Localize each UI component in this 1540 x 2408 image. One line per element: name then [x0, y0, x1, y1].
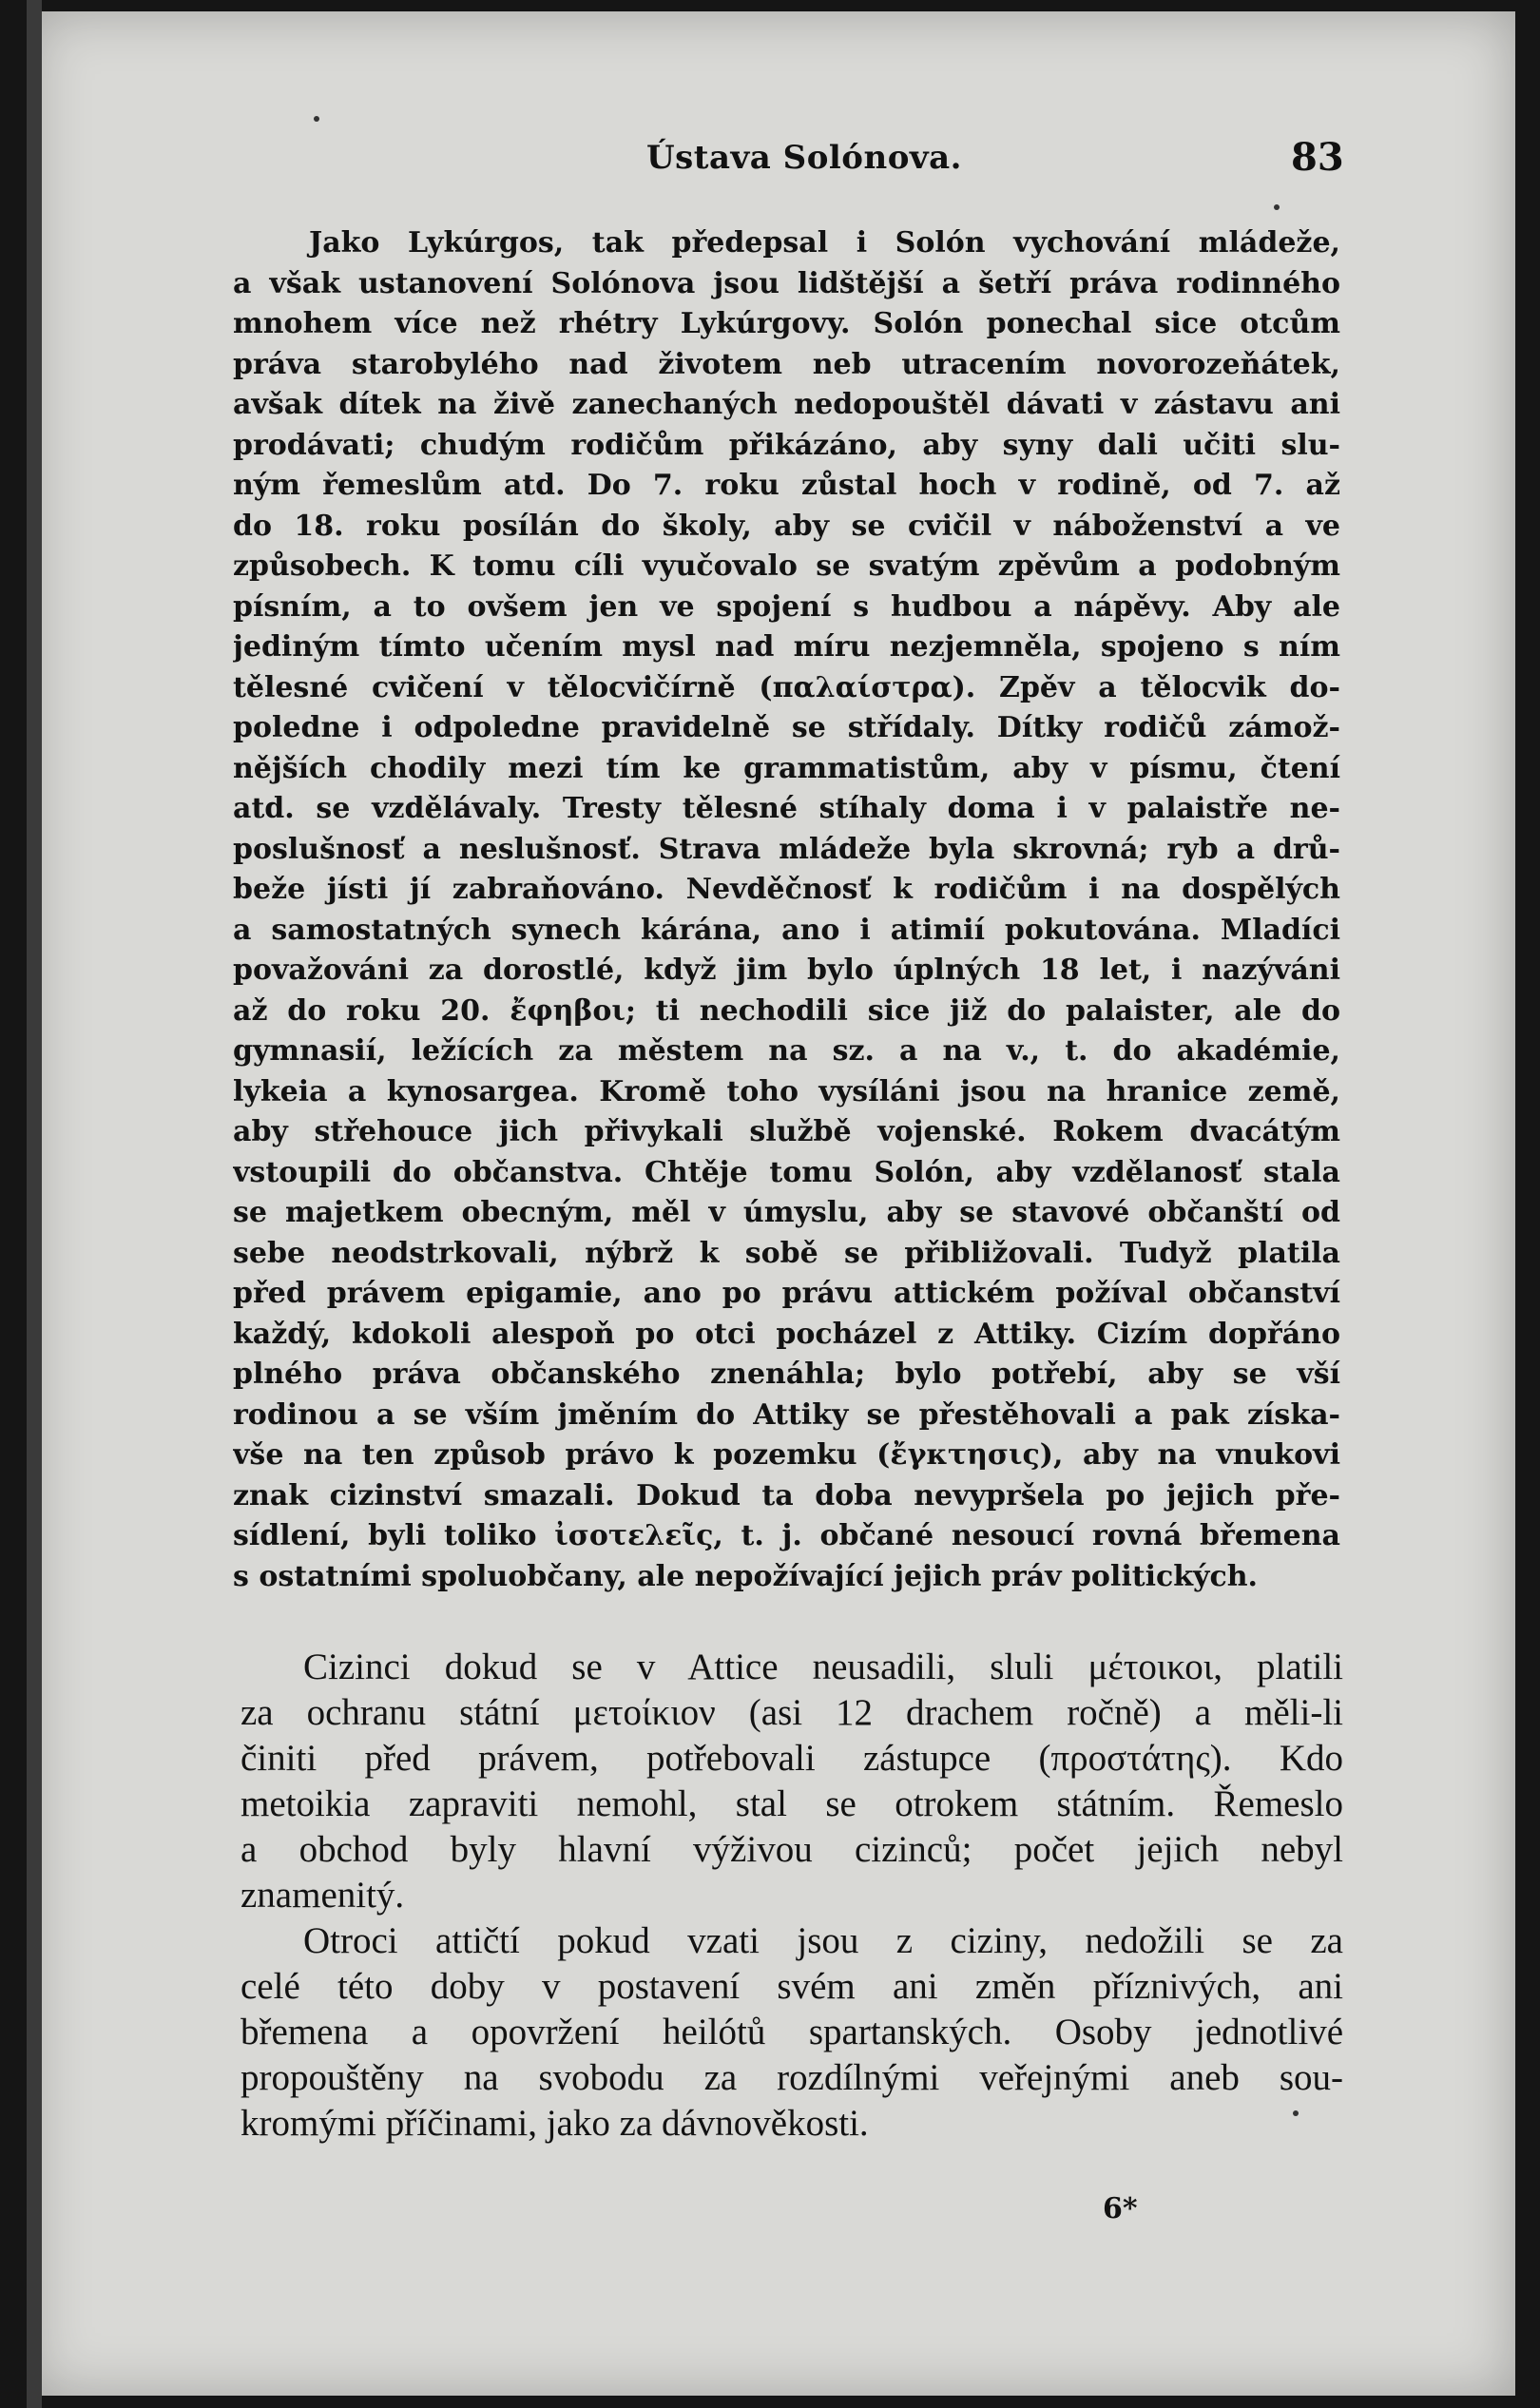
text-line: propouštěny na svobodu za rozdílnými veřejnými aneb sou- [241, 2057, 1343, 2098]
text-line: rodinou a se vším jměním do Attiky se přestěhovali a pak získa- [233, 1397, 1340, 1432]
text-line: před právem epigamie, ano po právu attickém požíval občanství [233, 1277, 1340, 1310]
text-line: ným řemeslům atd. Do 7. roku zůstal hoch v rodině, od 7. až [233, 469, 1340, 502]
text-line: do 18. roku posílán do školy, aby se cvičil v náboženství a ve [233, 509, 1340, 543]
text-line: a však ustanovení Solónova jsou lidštější a šetří práva rodinného [233, 266, 1340, 300]
text-line: písním, a to ovšem jen ve spojení s hudbou a nápěvy. Aby ale [233, 589, 1340, 624]
text-line: břemena a opovržení heilótů spartanských. Osoby jednotlivé [241, 2012, 1343, 2052]
page-number: 83 [1291, 135, 1344, 180]
paragraph-education [233, 223, 1340, 1597]
text-line: kromými příčinami, jako za dávnověkosti. [241, 2103, 869, 2144]
scan-speck [1293, 2110, 1299, 2116]
text-line: lykeia a kynosargea. Kromě toho vysíláni jsou na hranice země, [233, 1074, 1340, 1108]
text-line: mnohem více než rhétry Lykúrgovy. Solón ponechal sice otcům [233, 307, 1340, 340]
text-line: až do roku 20. ἔφηβοι; ti nechodili sice již do palaister, ale do [233, 993, 1340, 1028]
text-line: sebe neodstrkovali, nýbrž k sobě se přibližovali. Tudyž platila [233, 1236, 1340, 1270]
text-line: avšak dítek na živě zanechaných nedopouštěl dávati v zástavu ani [233, 388, 1340, 421]
text-line: aby střehouce jich přivykali službě vojenské. Rokem dvacátým [233, 1115, 1340, 1148]
text-line: beže jísti jí zabraňováno. Nevděčnosť k rodičům i na dospělých [233, 873, 1340, 906]
paragraph-metics [241, 1645, 1343, 1918]
scan-speck [1274, 204, 1280, 210]
running-title: Ústava Solónova. [646, 139, 962, 177]
text-line: a obchod byly hlavní výživou cizinců; počet jejich nebyl [241, 1829, 1343, 1870]
text-line: gymnasií, ležících za městem na sz. a na v., t. do akadémie, [233, 1034, 1340, 1068]
text-line: znak cizinství smazali. Dokud ta doba nevypršela po jejich pře- [233, 1478, 1340, 1512]
text-line: každý, kdokoli alespoň po otci pocházel z Attiky. Cizím dopřáno [233, 1317, 1340, 1351]
text-line: práva starobylého nad životem neb utracením novorozeňátek, [233, 347, 1340, 381]
text-line: jediným tímto učením mysl nad míru nezjemněla, spojeno s ním [233, 630, 1340, 664]
text-line: považováni za dorostlé, když jim bylo úplných 18 let, i nazýváni [233, 954, 1340, 987]
text-line: plného práva občanského znenáhla; bylo potřebí, aby se vší [233, 1358, 1340, 1391]
text-line: nějších chodily mezi tím ke grammatistům, aby v písmu, čtení [233, 751, 1340, 785]
text-line: poledne i odpoledne pravidelně se střídaly. Dítky rodičů zámož- [233, 711, 1340, 744]
signature-mark: 6* [1103, 2192, 1138, 2225]
text-line: s ostatními spoluobčany, ale nepožívající jejich práv politických. [233, 1559, 1258, 1593]
text-line: vstoupili do občanstva. Chtěje tomu Solón, aby vzdělanosť stala [233, 1155, 1340, 1189]
text-line: prodávati; chudým rodičům přikázáno, aby syny dali učiti slu- [233, 428, 1340, 462]
paragraph-slaves [241, 1918, 1343, 2147]
page-binding-edge [27, 0, 42, 2408]
text-line: metoikia zapraviti nemohl, stal se otrokem státním. Řemeslo [241, 1783, 1343, 1824]
text-line: sídlení, byli toliko ἰσοτελεῖς, t. j. občané nesoucí rovná břemena [233, 1519, 1340, 1552]
text-line: vše na ten způsob právo k pozemku (ἔγκτησις), aby na vnukovi [233, 1438, 1340, 1472]
text-line: za ochranu státní μετοίκιον (asi 12 drachem ročně) a měli-li [241, 1692, 1343, 1733]
paragraphs-metics-slaves [241, 1645, 1343, 2147]
text-line: Jako Lykúrgos, tak předepsal i Solón vychování mládeže, [309, 226, 1340, 260]
scan-speck [314, 116, 319, 122]
text-line: Cizinci dokud se v Attice neusadili, sluli μέτοικοι, platili [303, 1647, 1343, 1687]
text-line: tělesné cvičení v tělocvičírně (παλαίστρα). Zpěv a tělocvik do- [233, 670, 1340, 704]
text-line: poslušnosť a neslušnosť. Strava mládeže byla skrovná; ryb a drů- [233, 832, 1340, 866]
text-line: znamenitý. [241, 1875, 405, 1916]
text-line: činiti před právem, potřebovali zástupce (προστάτης). Kdo [241, 1738, 1343, 1779]
text-line: atd. se vzdělávaly. Tresty tělesné stíhaly doma i v palaistře ne- [233, 792, 1340, 825]
text-line: se majetkem obecným, měl v úmyslu, aby se stavové občanští od [233, 1196, 1340, 1229]
text-line: Otroci attičtí pokud vzati jsou z ciziny, nedožili se za [303, 1920, 1343, 1961]
text-line: celé této doby v postavení svém ani změn příznivých, ani [241, 1966, 1343, 2007]
text-line: a samostatných synech kárána, ano i atimií pokutována. Mladíci [233, 913, 1340, 947]
text-line: způsobech. K tomu cíli vyučovalo se svatým zpěvům a podobným [233, 549, 1340, 583]
